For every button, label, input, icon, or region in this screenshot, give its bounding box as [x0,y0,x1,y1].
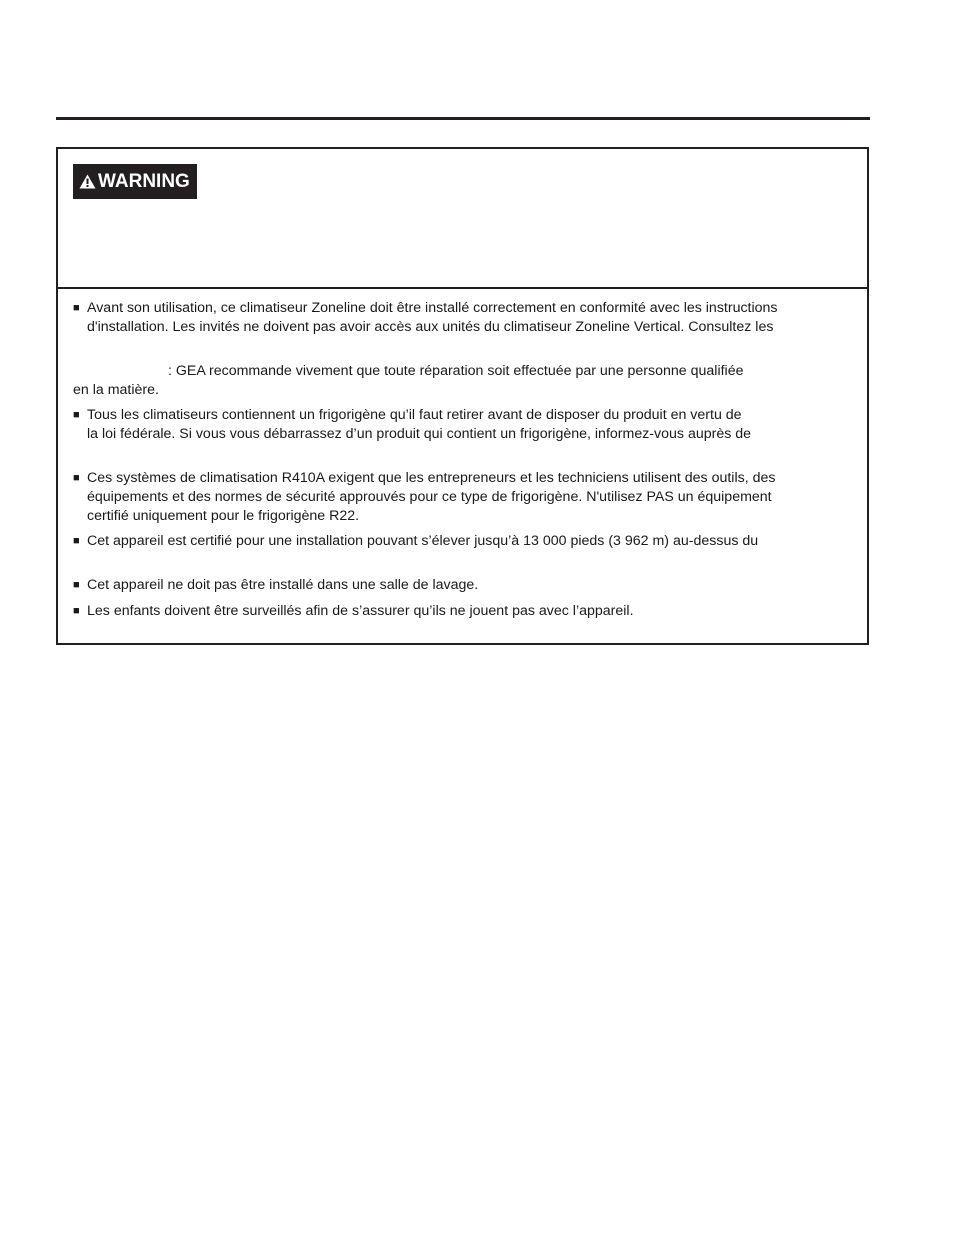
warning-triangle-icon [79,175,98,189]
list-item-line: équipements et des normes de sécurité approuvés pour ce type de frigorigène. N'utilisez PAS un équipement [87,489,772,505]
list-item-line: Avant son utilisation, ce climatiseur Zoneline doit être installé correctement en conformité avec les instructions [87,300,778,316]
list-item-line: Les enfants doivent être surveillés afin de s’assurer qu’ils ne jouent pas avec l’appareil. [87,603,634,619]
list-item-line: Cet appareil ne doit pas être installé dans une salle de lavage. [87,577,479,593]
list-item-line: Ces systèmes de climatisation R410A exigent que les entrepreneurs et les techniciens utilisent des outils, des [87,470,776,486]
bullet-icon: ■ [73,409,80,421]
list-item [73,407,742,424]
bullet-icon: ■ [73,472,80,484]
warning-label [73,164,197,199]
warning-header [58,149,867,289]
list-item-line: : GEA recommande vivement que toute réparation soit effectuée par une personne qualifiée [168,363,744,379]
list-item [73,300,778,317]
list-item-line: la loi fédérale. Si vous vous débarrassez d’un produit qui contient un frigorigène, informez-vous auprès de [87,426,752,442]
bullet-icon: ■ [73,605,80,617]
list-item [73,533,758,550]
list-item [73,470,775,487]
list-item-line: Cet appareil est certifié pour une installation pouvant s’élever jusqu’à 13 000 pieds (3 962 m) au-dessus du [87,533,759,549]
bullet-icon: ■ [73,579,80,591]
warning-box [56,147,869,645]
list-item [73,603,634,620]
list-item-line: Tous les climatiseurs contiennent un frigorigène qu’il faut retirer avant de disposer du produit en vertu de [87,407,742,423]
section-top-rule [56,117,870,120]
warning-label-text: WARNING [98,171,190,192]
bullet-icon: ■ [73,535,80,547]
list-item [73,577,478,594]
list-item-line: certifié uniquement pour le frigorigène R22. [87,508,360,524]
bullet-icon: ■ [73,302,80,314]
list-item-line: d'installation. Les invités ne doivent pas avoir accès aux unités du climatiseur Zoneline Vertical. Consultez les [87,319,774,335]
list-item-line: en la matière. [73,382,159,398]
